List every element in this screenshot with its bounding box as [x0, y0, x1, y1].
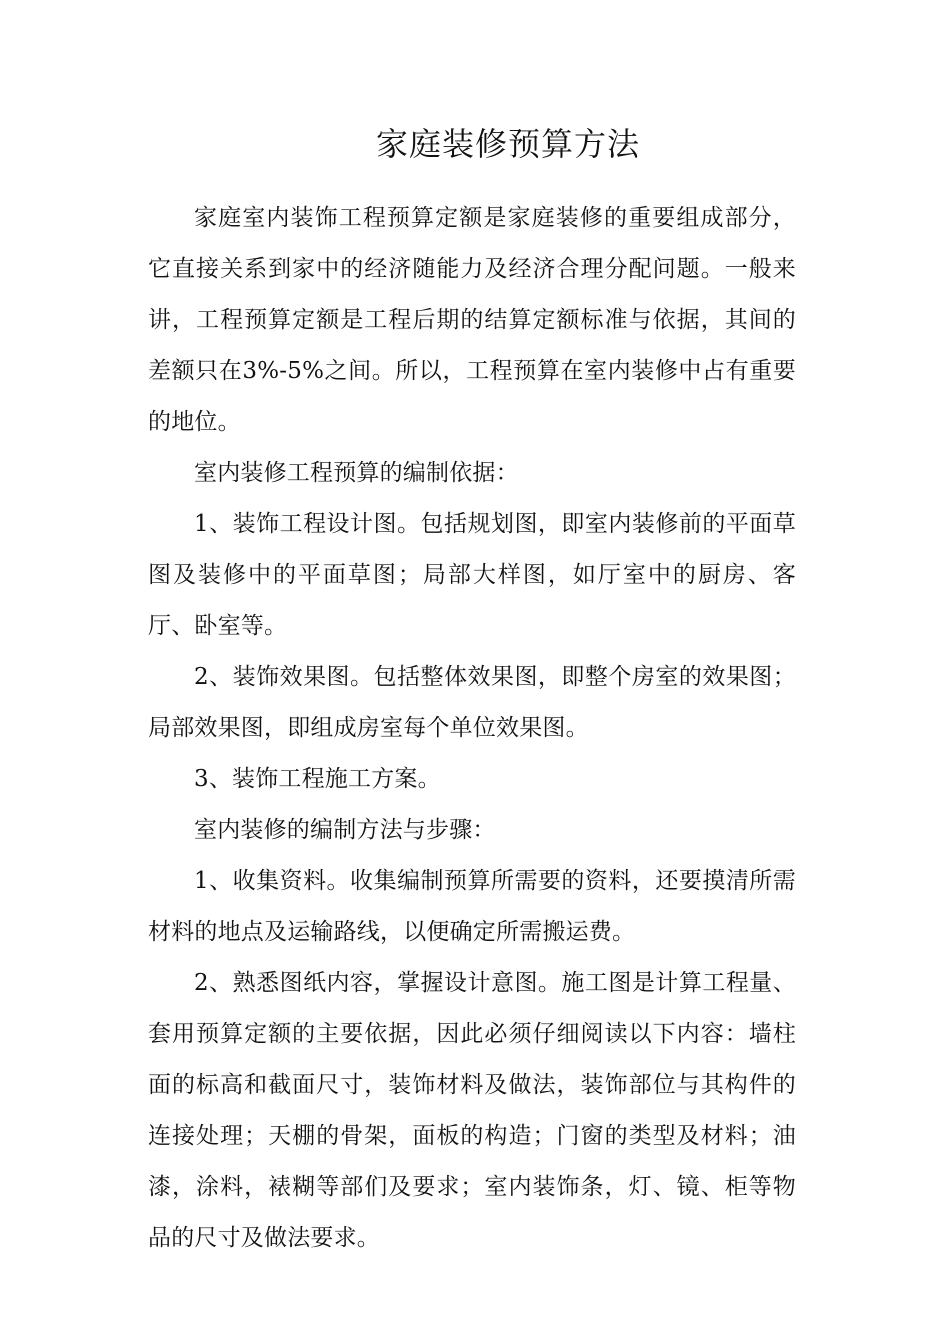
paragraph-method-item-2: 2、熟悉图纸内容，掌握设计意图。施工图是计算工程量、套用预算定额的主要依据，因此必须仔细阅读以下内容：墙柱面的标高和截面尺寸，装饰材料及做法，装饰部位与其构件的连接处理；天棚的骨架，面板的构造；门窗的类型及材料；油漆，涂料，裱糊等部们及要求；室内装饰条，灯、镜、柜等物品的尺寸及做法要求。 [148, 970, 796, 1251]
paragraph-method-item-1: 1、收集资料。收集编制预算所需要的资料，还要摸清所需材料的地点及运输路线，以便确定所需搬运费。 [148, 868, 796, 945]
document-body [148, 193, 796, 1264]
document-title: 家庭装修预算方法 [375, 125, 640, 163]
paragraph-basis-item-3: 3、装饰工程施工方案。 [194, 766, 441, 792]
paragraph-basis-heading: 室内装修工程预算的编制依据： [194, 460, 519, 486]
paragraph-basis-item-2: 2、装饰效果图。包括整体效果图，即整个房室的效果图；局部效果图，即组成房室每个单位效果图。 [148, 664, 796, 741]
paragraph-basis-item-1: 1、装饰工程设计图。包括规划图，即室内装修前的平面草图及装修中的平面草图；局部大样图，如厅室中的厨房、客厅、卧室等。 [148, 511, 796, 639]
paragraph-method-heading: 室内装修的编制方法与步骤： [194, 817, 496, 843]
paragraph-intro: 家庭室内装饰工程预算定额是家庭装修的重要组成部分，它直接关系到家中的经济随能力及经济合理分配问题。一般来讲，工程预算定额是工程后期的结算定额标准与依据，其间的差额只在3%-5%之间。所以，工程预算在室内装修中占有重要的地位。 [148, 205, 796, 435]
